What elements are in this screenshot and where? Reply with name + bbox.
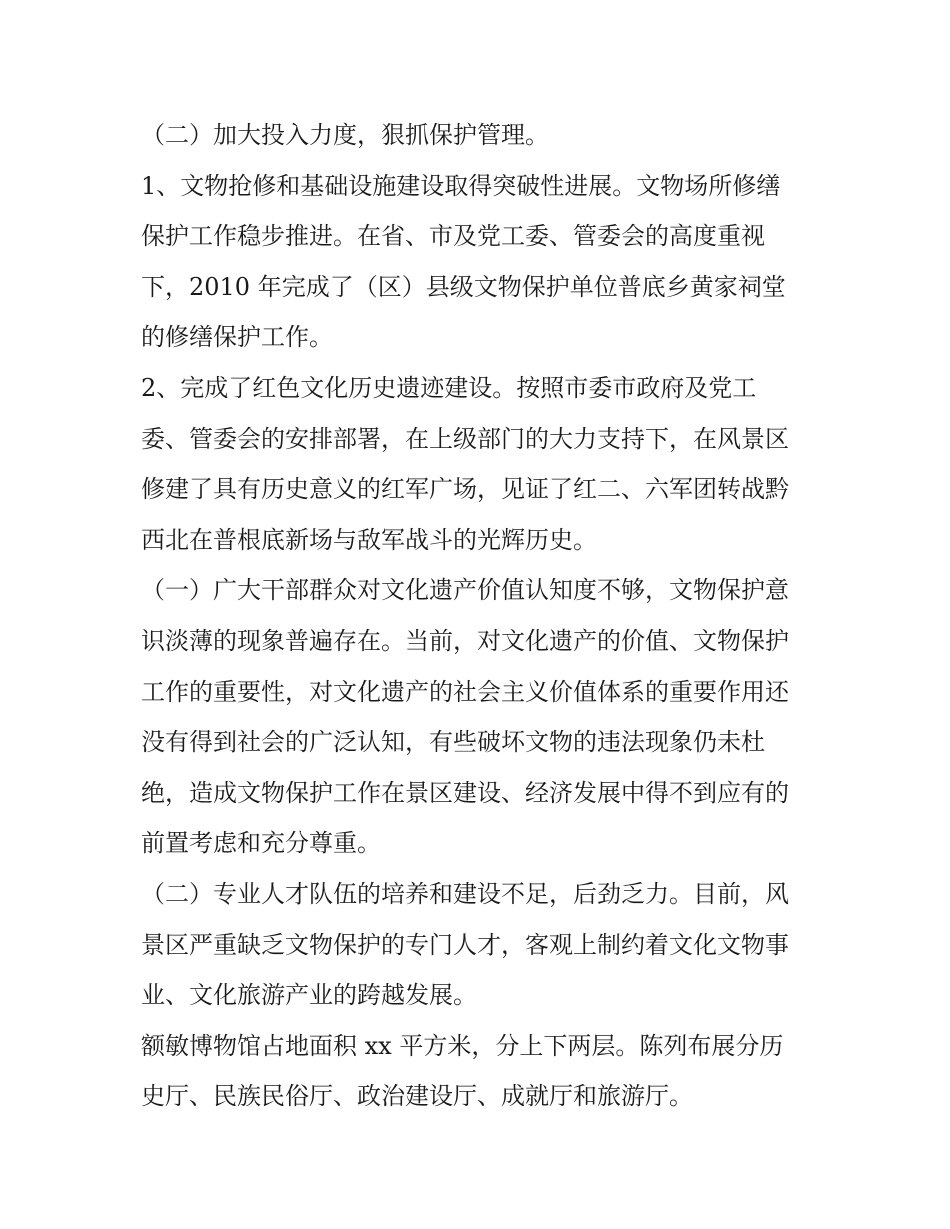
paragraph-1: [141, 110, 813, 161]
text-line: 西北在普根底新场与敌军战斗的光辉历史。: [141, 525, 597, 554]
text-line: 工作的重要性，对文化遗产的社会主义价值体系的重要作用还: [141, 677, 789, 706]
text-line: 额敏博物馆占地面积 xx 平方米，分上下两层。陈列布展分历: [141, 1031, 784, 1060]
text-line: 绝，造成文物保护工作在景区建设、经济发展中得不到应有的: [141, 778, 789, 807]
paragraph-3: [141, 363, 813, 565]
text-line: 景区严重缺乏文物保护的专门人才，客观上制约着文化文物事: [141, 930, 789, 959]
text-line: （二）加大投入力度，狠抓保护管理。: [141, 121, 549, 149]
document-body: [141, 110, 813, 1122]
text-line: （二）专业人才队伍的培养和建设不足，后劲乏力。目前，风: [141, 879, 789, 908]
text-line: 前置考虑和充分尊重。: [141, 829, 381, 858]
text-line: 保护工作稳步推进。在省、市及党工委、管委会的高度重视: [141, 222, 765, 251]
text-line: 修建了具有历史意义的红军广场，见证了红二、六军团转战黔: [141, 475, 789, 504]
paragraph-6: [141, 1021, 813, 1122]
text-line: 的修缮保护工作。: [141, 323, 333, 352]
text-line: 没有得到社会的广泛认知，有些破坏文物的违法现象仍未杜: [141, 728, 765, 757]
text-line: 2、完成了红色文化历史遗迹建设。按照市委市政府及党工: [141, 373, 757, 402]
text-line: 1、文物抢修和基础设施建设取得突破性进展。文物场所修缮: [141, 171, 781, 200]
text-line: 史厅、民族民俗厅、政治建设厅、成就厅和旅游厅。: [141, 1082, 693, 1111]
text-line: （一）广大干部群众对文化遗产价值认知度不够，文物保护意: [141, 576, 789, 605]
paragraph-2: [141, 161, 813, 363]
paragraph-4: [141, 565, 813, 869]
text-line: 识淡薄的现象普遍存在。当前，对文化遗产的价值、文物保护: [141, 626, 789, 655]
paragraph-5: [141, 869, 813, 1021]
text-line: 下，2010 年完成了（区）县级文物保护单位普底乡黄家祠堂: [141, 272, 786, 301]
text-line: 业、文化旅游产业的跨越发展。: [141, 981, 477, 1010]
text-line: 委、管委会的安排部署，在上级部门的大力支持下，在风景区: [141, 424, 789, 453]
